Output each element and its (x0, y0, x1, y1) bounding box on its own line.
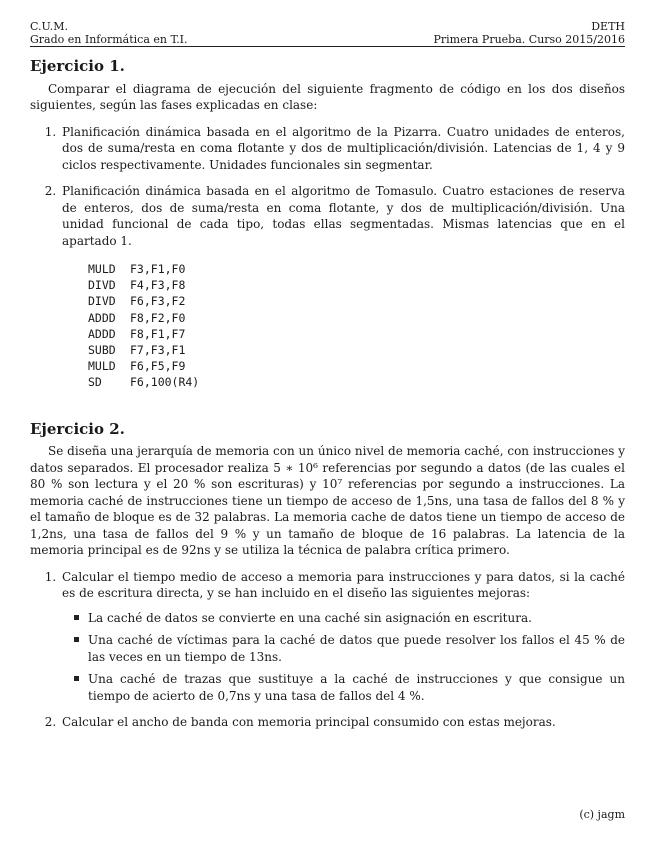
exercise-2-item: 1. Calcular el tiempo medio de acceso a memoria para instrucciones y para datos, si la caché es de escritura directa, y se han incluido en el diseño las siguientes mejoras: La caché de datos se convierte en una caché sin asignación en escritura. Una caché de víctimas para la caché de datos que puede resolver los fallos el 45 % de las veces en un tiempo de 13ns. Una caché de trazas que sustituye a la caché de instrucciones y que consigue un tiempo de acierto de 0,7ns y una tasa de fallos del 4 %. (60, 569, 625, 705)
header-department: DETH (591, 20, 625, 33)
exercise-2-intro: Se diseña una jerarquía de memoria con un único nivel de memoria caché, con instrucciones y datos separados. El procesador realiza 5 ∗ 10⁶ referencias por segundo a datos (de las cuales el 80 % son lectura y el 20 % son escrituras) y 10⁷ referencias por segundo a instrucciones. La memoria caché de instrucciones tiene un tiempo de acceso de 1,5ns, una tasa de fallos del 8 % y el tamaño de bloque es de 32 palabras. La memoria cache de datos tiene un tiempo de acceso de 1,2ns, una tasa de fallos del 9 % y un tamaño de bloque de 16 palabras. La latencia de la memoria principal es de 92ns y se utiliza la técnica de palabra crítica primero. (30, 444, 625, 558)
code-line: DIVD F6,F3,F2 (88, 294, 186, 309)
exercise-1-intro: Comparar el diagrama de ejecución del siguiente fragmento de código en los dos diseños siguientes, según las fases explicadas en clase: (30, 81, 625, 112)
code-line: ADDD F8,F2,F0 (88, 310, 186, 325)
code-listing (88, 261, 625, 391)
exercise-2-list (30, 569, 625, 731)
document-body (30, 58, 625, 741)
exercise-1-title: Ejercicio 1. (30, 57, 125, 75)
code-line: ADDD F8,F1,F7 (88, 326, 186, 341)
code-line: DIVD F4,F3,F8 (88, 278, 186, 293)
exercise-1-list (30, 124, 625, 250)
improvements-list (62, 610, 625, 705)
exercise-1-item: 1. Planificación dinámica basada en el algoritmo de la Pizarra. Cuatro unidades de enteros, dos de suma/resta en coma flotante y dos de multiplicación/división. Latencias de 1, 4 y 9 ciclos respectivamente. Unidades funcionales sin segmentar. (60, 124, 625, 174)
footer-copyright: (c) jagm (579, 808, 625, 821)
page-header (30, 20, 625, 46)
code-line: MULD F3,F1,F0 (88, 262, 186, 276)
improvement-item: Una caché de trazas que sustituye a la caché de instrucciones y que consigue un tiempo de acierto de 0,7ns y una tasa de fallos del 4 %. (88, 672, 625, 703)
improvement-item: La caché de datos se convierte en una caché sin asignación en escritura. (86, 610, 625, 627)
header-exam: Primera Prueba. Curso 2015/2016 (433, 33, 625, 46)
header-institution: C.U.M. (30, 20, 69, 33)
header-degree: Grado en Informática en T.I. (30, 33, 188, 46)
header-rule (30, 46, 625, 47)
code-line: MULD F6,F5,F9 (88, 359, 186, 374)
exercise-2-item: 2. Calcular el ancho de banda con memoria principal consumido con estas mejoras. (60, 714, 625, 731)
exercise-2-title: Ejercicio 2. (30, 419, 125, 438)
improvement-item: Una caché de víctimas para la caché de datos que puede resolver los fallos el 45 % de las veces en un tiempo de 13ns. (88, 633, 625, 664)
exercise-1-item: 2. Planificación dinámica basada en el algoritmo de Tomasulo. Cuatro estaciones de reserva de enteros, dos de suma/resta en coma flotante, y dos de multiplicación/división. Una unidad funcional de cada tipo, todas ellas segmentadas. Mismas latencias que en el apartado 1. (60, 183, 625, 249)
code-line: SUBD F7,F3,F1 (88, 343, 186, 358)
code-line: SD F6,100(R4) (88, 375, 200, 390)
